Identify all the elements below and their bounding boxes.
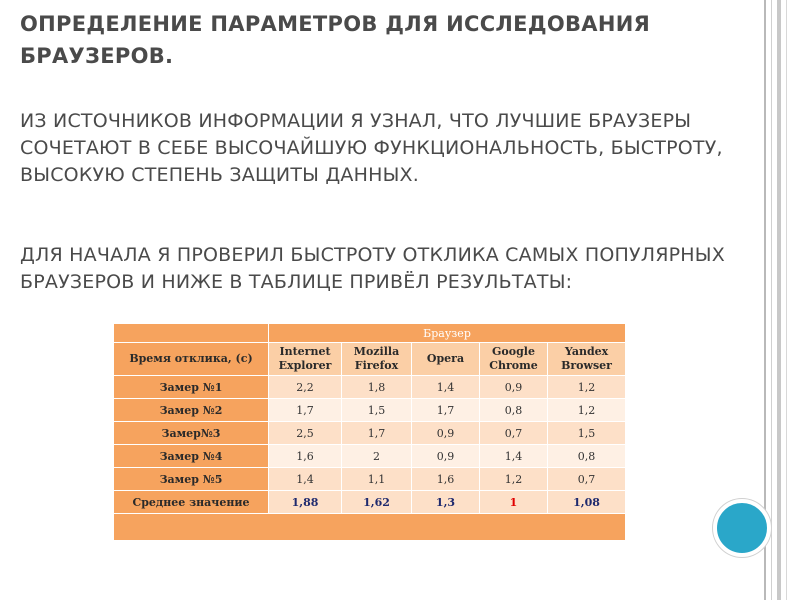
column-header-yandex: Yandex Browser: [548, 343, 626, 376]
column-header-opera: Opera: [412, 343, 480, 376]
table-cell: 2,5: [269, 422, 342, 445]
column-header-firefox: Mozilla Firefox: [342, 343, 412, 376]
decor-line: [786, 0, 787, 600]
table-cell: 1,2: [548, 376, 626, 399]
table-row: [114, 468, 626, 491]
table-corner-cell: [114, 324, 269, 343]
group-header-browser: Браузер: [269, 324, 626, 343]
table-cell: 1,5: [548, 422, 626, 445]
table-cell: 2: [342, 445, 412, 468]
table-cell: 0,8: [548, 445, 626, 468]
table-cell: 1,7: [412, 399, 480, 422]
row-label: Замер №4: [114, 445, 269, 468]
table-cell: 1,1: [342, 468, 412, 491]
table-cell: 2,2: [269, 376, 342, 399]
decor-circle: [713, 499, 771, 557]
table-row-average: [114, 491, 626, 514]
column-header-time: Время отклика, (с): [114, 343, 269, 376]
average-cell: 1,08: [548, 491, 626, 514]
row-label: Замер №2: [114, 399, 269, 422]
paragraph-intro: ИЗ ИСТОЧНИКОВ ИНФОРМАЦИИ Я УЗНАЛ, ЧТО ЛУЧШИЕ БРАУЗЕРЫ СОЧЕТАЮТ В СЕБЕ ВЫСОЧАЙШУЮ ФУНКЦИОНАЛЬНОСТЬ, БЫСТРОТУ, ВЫСОКУЮ СТЕПЕНЬ ЗАЩИТЫ ДАННЫХ.: [20, 110, 723, 186]
row-label-average: Среднее значение: [114, 491, 269, 514]
table-cell: 1,4: [480, 445, 548, 468]
table-row: [114, 445, 626, 468]
results-table-container: [113, 323, 625, 537]
average-cell: 1,88: [269, 491, 342, 514]
table-cell: 1,4: [269, 468, 342, 491]
decor-line: [777, 0, 781, 600]
table-cell: 1,7: [269, 399, 342, 422]
table-row: [114, 422, 626, 445]
table-cell: 1,2: [480, 468, 548, 491]
table-cell: 1,4: [412, 376, 480, 399]
table-cell: 1,7: [342, 422, 412, 445]
table-cell: 1,6: [269, 445, 342, 468]
average-cell: 1,62: [342, 491, 412, 514]
table-row: [114, 399, 626, 422]
table-cell: 1,2: [548, 399, 626, 422]
average-cell: 1,3: [412, 491, 480, 514]
row-label: Замер №1: [114, 376, 269, 399]
table-bottom-band: [114, 514, 626, 541]
table-cell: 0,8: [480, 399, 548, 422]
column-header-chrome: Google Chrome: [480, 343, 548, 376]
table-cell: 0,7: [480, 422, 548, 445]
column-header-ie: Internet Explorer: [269, 343, 342, 376]
row-label: Замер№3: [114, 422, 269, 445]
table-cell: 1,8: [342, 376, 412, 399]
table-cell: 0,9: [480, 376, 548, 399]
results-table: [113, 323, 626, 541]
table-row: [114, 376, 626, 399]
decor-line: [771, 0, 772, 600]
table-cell: 0,7: [548, 468, 626, 491]
table-cell: 0,9: [412, 445, 480, 468]
slide-title: ОПРЕДЕЛЕНИЕ ПАРАМЕТРОВ ДЛЯ ИССЛЕДОВАНИЯ БРАУЗЕРОВ.: [20, 12, 651, 68]
right-decor-band: [764, 0, 800, 600]
table-cell: 1,6: [412, 468, 480, 491]
table-cell: 0,9: [412, 422, 480, 445]
table-cell: 1,5: [342, 399, 412, 422]
average-cell-highlight: 1: [480, 491, 548, 514]
paragraph-method: ДЛЯ НАЧАЛА Я ПРОВЕРИЛ БЫСТРОТУ ОТКЛИКА САМЫХ ПОПУЛЯРНЫХ БРАУЗЕРОВ И НИЖЕ В ТАБЛИЦЕ ПРИВЁЛ РЕЗУЛЬТАТЫ:: [20, 244, 725, 293]
row-label: Замер №5: [114, 468, 269, 491]
